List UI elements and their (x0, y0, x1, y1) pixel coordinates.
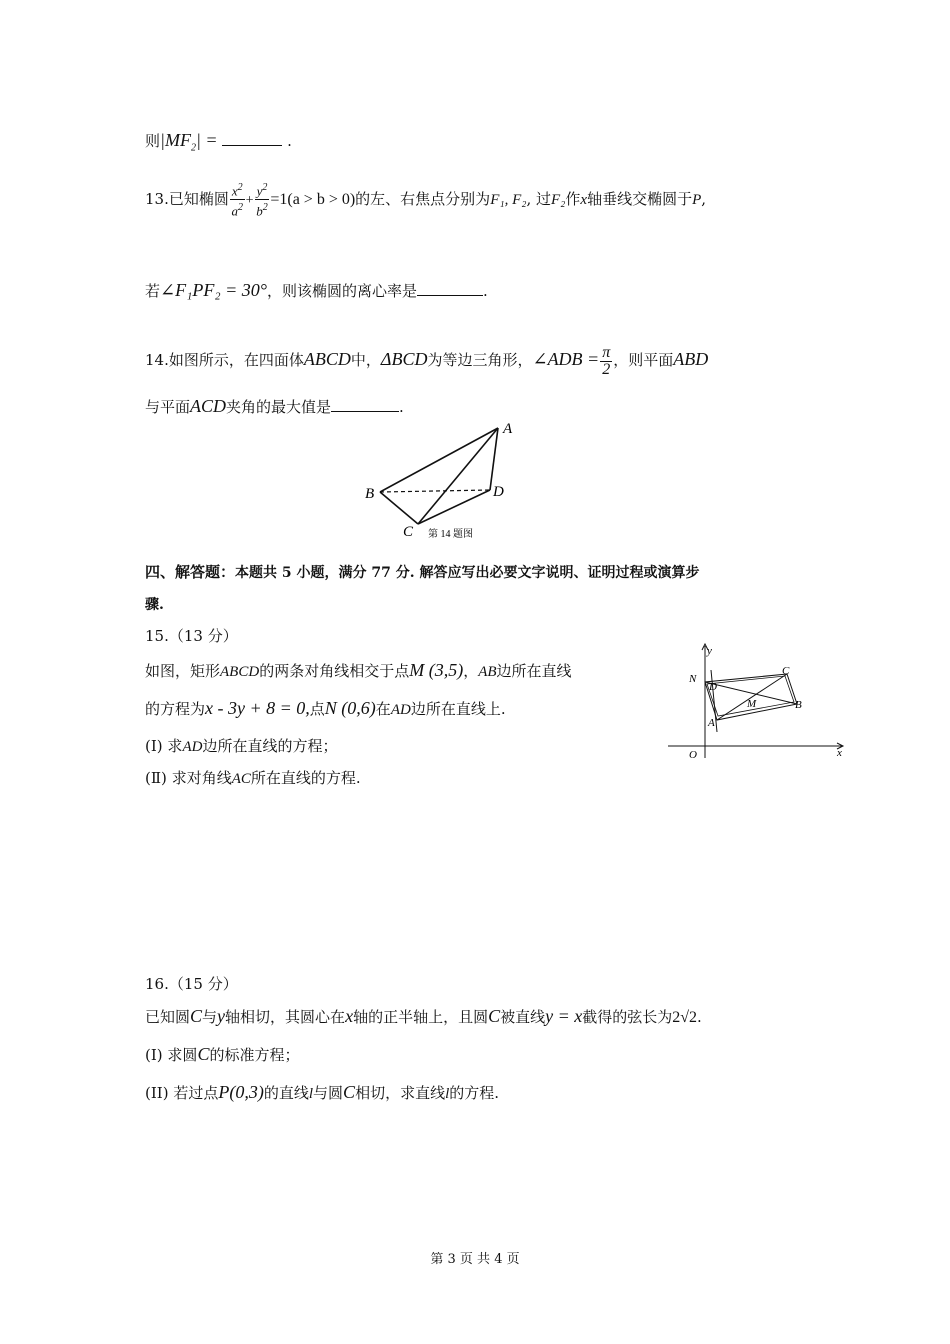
rectangle-abcd-inner (707, 676, 794, 716)
edge-ba (380, 428, 498, 492)
rectangle-abcd (705, 674, 797, 720)
edge-cd (418, 490, 490, 524)
label-d: D (709, 681, 717, 693)
q16-part1: (I) 求圆C的标准方程； (145, 1044, 300, 1064)
figure-14-caption: 第 14 题图 (428, 529, 473, 540)
label-c: C (782, 665, 790, 677)
edge-ac (418, 428, 498, 524)
label-m: M (747, 698, 757, 710)
label-n: N (689, 673, 697, 685)
ellipse-frac-y: $\frac{y^2}{b^2}$ (256, 182, 268, 219)
label-o: O (689, 749, 697, 761)
line-ab-equation: x - 3y + 8 = 0, (205, 698, 310, 718)
label-b: B (795, 699, 802, 711)
edge-bc (380, 492, 418, 524)
q15-part2: (Ⅱ) 求对角线AC所在直线的方程. (145, 769, 361, 787)
q15-header: 15.（13 分） (145, 627, 238, 645)
point-p: P(0,3) (218, 1082, 264, 1102)
pi-over-2: $\frac{\pi}{2}$ (602, 343, 611, 378)
q14-line2: 与平面ACD夹角的最大值是 . (145, 396, 404, 416)
point-n: N (0,6) (324, 698, 376, 718)
angle-f1pf2: ∠F₁PF₂ = 30° (160, 280, 267, 300)
label-a: A (708, 717, 715, 729)
q13-line2: 若∠F₁PF₂ = 30°，则该椭圆的离心率是 . (145, 280, 488, 300)
q15-line2: 的方程为x - 3y + 8 = 0,点N (0,6)在AD边所在直线上. (145, 698, 506, 718)
label-a: A (503, 421, 513, 437)
q15-part1: (Ⅰ) 求AD边所在直线的方程； (145, 737, 338, 755)
mf2-line: 则$|MF_2|$ = . (145, 130, 292, 154)
page-footer: 第 3 页 共 4 页 (430, 1252, 520, 1267)
label-x: x (837, 747, 842, 759)
ellipse-frac-x: $\frac{x^2}{a^2}$ (231, 182, 244, 219)
chord-length: 2√2 (672, 1009, 698, 1026)
line-y-eq-x: y = x (545, 1006, 583, 1026)
label-y: y (707, 645, 712, 657)
q16-part2: (II) 若过点P(0,3)的直线l与圆C相切，求直线l的方程. (145, 1082, 500, 1102)
q16-header: 16.（15 分） (145, 975, 238, 993)
tetrahedron-figure (360, 416, 530, 546)
answer-blank-12[interactable] (222, 131, 282, 146)
label-d: D (493, 484, 504, 500)
rectangle-coordinate-figure (665, 640, 855, 765)
q16-line1: 已知圆C与y轴相切，其圆心在x轴的正半轴上，且圆C被直线y = x截得的弦长为2√2. (145, 1006, 702, 1026)
answer-blank-14[interactable] (331, 397, 399, 412)
q15-line1: 如图，矩形ABCD的两条对角线相交于点M (3,5)，AB边所在直线 (145, 660, 572, 680)
section4-heading-cont: 骤. (145, 597, 164, 613)
label-b: B (365, 486, 375, 502)
q14-line1: 14.如图所示，在四面体ABCD中，ΔBCD为等边三角形，∠ADB = $\frac{\pi}{2}$ ，则平面ABD (145, 343, 709, 378)
answer-blank-13[interactable] (417, 281, 483, 296)
edge-bd-hidden (380, 490, 490, 492)
ellipse-eq-rest: =1(a > b > 0) (270, 190, 356, 208)
label-c: C (403, 524, 414, 540)
point-m: M (3,5) (409, 660, 464, 680)
mf2-expr: $|MF_2|$ = (160, 130, 218, 154)
q13-line1: 13.已知椭圆 $\frac{x^2}{a^2}$ + $\frac{y^2}{b^2}$ =1(a > b > 0)的左、右焦点分别为F₁, F₂, 过F₂作x轴垂线交椭圆于P, (145, 182, 707, 219)
section4-heading: 四、解答题：本题共 5 小题，满分 77 分. 解答应写出必要文字说明、证明过程或演算步 (145, 563, 700, 581)
